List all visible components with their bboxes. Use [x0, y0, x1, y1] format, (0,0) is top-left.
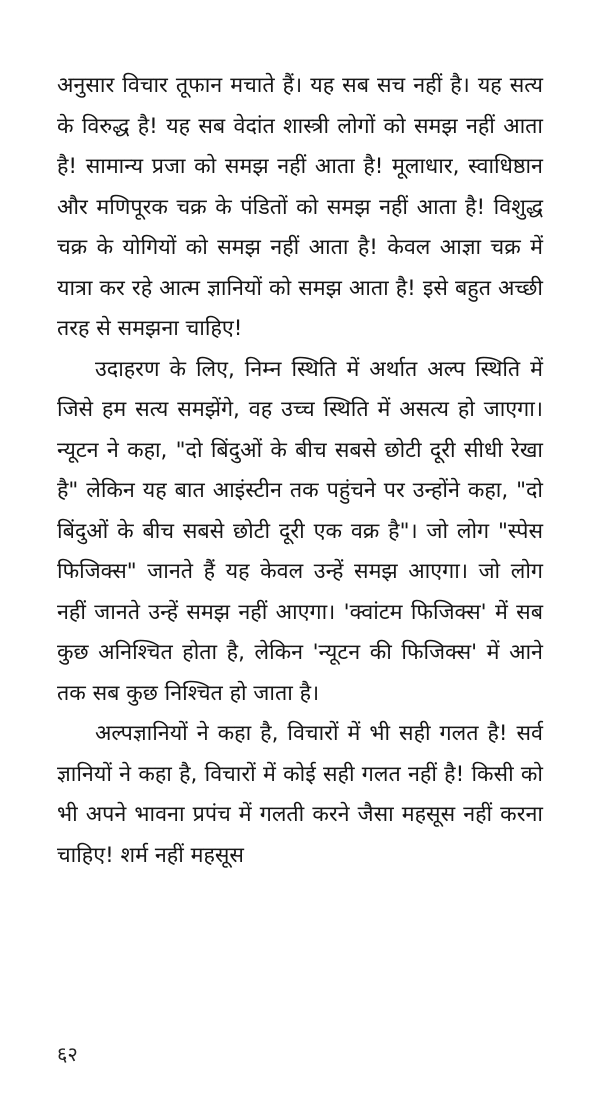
page-number: ६२	[57, 1042, 78, 1066]
paragraph-3: अल्पज्ञानियों ने कहा है, विचारों में भी सही गलत है! सर्व ज्ञानियों ने कहा है, विचारों में कोई सही गलत नहीं है! किसी को भी अपने भावना प्रपंच में गलती करने जैसा महसूस नहीं करना चाहिए! शर्म नहीं महसूस	[57, 721, 543, 868]
paragraph-2: उदाहरण के लिए, निम्न स्थिति में अर्थात अल्प स्थिति में जिसे हम सत्य समझेंगे, वह उच्च स्थिति में असत्य हो जाएगा। न्यूटन ने कहा, "दो बिंदुओं के बीच सबसे छोटी दूरी सीधी रेखा है" लेकिन यह बात आइंस्टीन तक पहुंचने पर उन्होंने कहा, "दो बिंदुओं के बीच सबसे छोटी दूरी एक वक्र है"। जो लोग "स्पेस फिजिक्स" जानते हैं यह केवल उन्हें समझ आएगा। जो लोग नहीं जानते उन्हें समझ नहीं आएगा। 'क्वांटम फिजिक्स' में सब कुछ अनिश्चित होता है, लेकिन 'न्यूटन की फिजिक्स' में आने तक सब कुछ निश्चित हो जाता है।	[57, 356, 543, 706]
paragraph-1: अनुसार विचार तूफान मचाते हैं। यह सब सच नहीं है। यह सत्य के विरुद्ध है! यह सब वेदांत शास्त्री लोगों को समझ नहीं आता है! सामान्य प्रजा को समझ नहीं आता है! मूलाधार, स्वाधिष्ठान और मणिपूरक चक्र के पंडितों को समझ नहीं आता है! विशुद्ध चक्र के योगियों को समझ नहीं आता है! केवल आज्ञा चक्र में यात्रा कर रहे आत्म ज्ञानियों को समझ आता है! इसे बहुत अच्छी तरह से समझना चाहिए!	[57, 73, 543, 341]
body-text	[57, 66, 543, 876]
